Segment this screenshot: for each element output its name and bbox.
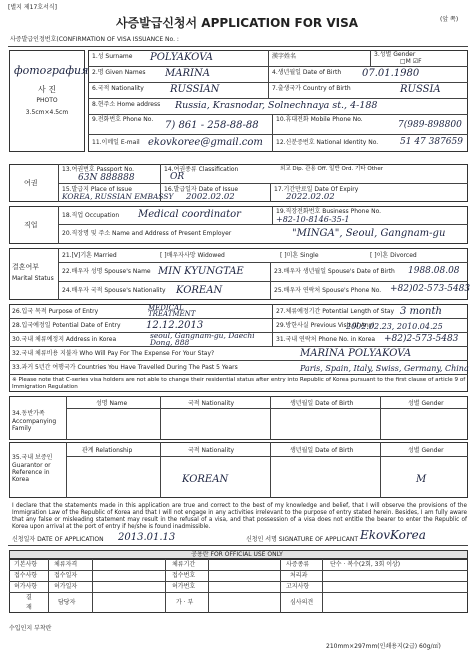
official-r1-c6: 사증종류 (286, 561, 310, 568)
employer-value: "MINGA", Seoul, Gangnam-gu (292, 228, 446, 239)
phone-label: 9.전화번호 Phone No. (92, 116, 154, 123)
gender-options[interactable]: □M ☑F (400, 58, 422, 65)
official-r4-c4: 가 · 부 (176, 599, 194, 606)
hanja-name-label: 漢字姓名 (272, 53, 297, 60)
spouse-nationality-label: 24.배우자 국적 Spouse's Nationality (62, 287, 166, 294)
place-of-issue-label: 15.발급지 Place of Issue (62, 186, 132, 193)
photo-label-ko: 사 진 (38, 85, 56, 94)
date-of-issue-label: 16.발급일자 Date of Issue (164, 186, 239, 193)
country-of-birth-label: 7.출생국가 Country of Birth (272, 85, 351, 92)
entry-date-value: 12.12.2013 (146, 320, 204, 331)
spouse-name-label: 22.배우자 성명 Spouse's Name (62, 268, 151, 275)
official-r3-c1: 허가사항 (14, 583, 38, 590)
official-use-title: 공용란 FOR OFFICIAL USE ONLY (191, 551, 283, 558)
official-r2-c4: 접수번호 (172, 572, 196, 579)
family-nationality-header: 국적 Nationality (188, 400, 235, 407)
official-r4-c1: 결 (26, 594, 32, 601)
married-checkbox[interactable]: 21.[V]기혼 Married (62, 252, 117, 259)
spouse-nationality-value: KOREAN (176, 285, 223, 296)
marital-section-label: 결혼여부 (12, 263, 40, 271)
passport-no-value: 63N 888888 (78, 173, 135, 183)
applicant-signature: EkovKorea (360, 528, 426, 542)
guarantor-label-en: Guarantor or Reference in Korea (12, 462, 51, 483)
place-of-issue-value: KOREA, RUSSIAN EMBASSY (62, 192, 174, 201)
single-checkbox[interactable]: [ ]미혼 Single (280, 252, 319, 259)
previous-visit-value: 2002.02.23, 2010.04.25 (346, 322, 443, 331)
revenue-stamp-area: 수입인지 부착란 (9, 625, 52, 632)
photo-box (9, 50, 89, 152)
official-r3-c2: 허가일자 (54, 583, 78, 590)
official-r1-c2: 체류자격 (54, 561, 78, 568)
spouse-phone-label: 25.배우자 연락처 Spouse's Phone No. (274, 287, 382, 294)
spouse-dob-label: 23.배우자 생년월일 Spouse's Date of Birth (274, 268, 395, 275)
family-name-header: 성명 Name (96, 400, 128, 407)
application-date-value: 2013.01.13 (118, 532, 176, 543)
paper-spec-footer: 210mm×297mm(인쇄용지(2급) 60g/㎡) (326, 643, 441, 650)
home-address-value: Russia, Krasnodar, Solnechnaya st., 4-188 (175, 100, 378, 111)
travel-history-label: 33.과거 5년간 여행국가 Countries You Have Travelled During The Past 5 Years (12, 364, 238, 371)
official-r1-c4: 체류기간 (172, 561, 196, 568)
email-label: 11.이메일 E-mail (92, 139, 140, 146)
length-of-stay-label: 27.체류예정기간 Potential Length of Stay (276, 308, 395, 315)
korea-phone-value: +82)2-573-5483 (384, 334, 459, 344)
business-phone-value: +82-10-8146-35-1 (276, 215, 350, 224)
spouse-name-value: MIN KYUNGTAE (158, 266, 244, 277)
confirmation-label: 사증발급인정번호(CONFIRMATION OF VISA ISSUANCE No. : (10, 36, 179, 43)
official-r1-c7: 단수 · 복수(2회, 3회 이상) (330, 561, 401, 568)
gender-label: 3.성별 Gender (374, 51, 416, 58)
national-id-label: 12.신분증번호 National Identity No. (276, 139, 379, 146)
spouse-dob-value: 1988.08.08 (408, 266, 460, 276)
page-side: (앞 쪽) (440, 16, 459, 23)
occupation-section-label: 직업 (24, 221, 38, 229)
family-label-ko: 34.동반가족 (12, 410, 45, 417)
signature-label: 신청인 서명 SIGNATURE OF APPLICANT (246, 536, 359, 543)
guarantor-nationality-value: KOREAN (182, 474, 229, 485)
korea-phone-label: 31.국내 연락처 Phone No. in Korea (276, 336, 376, 343)
date-of-issue-value: 2002.02.02 (186, 192, 235, 202)
guarantor-label-ko: 35.국내 보증인 (12, 454, 53, 461)
home-address-label: 8.현주소 Home address (92, 101, 161, 108)
dob-label: 4.생년월일 Date of Birth (272, 69, 342, 76)
official-r4-c6: 심사의견 (290, 599, 314, 606)
payer-label: 32.국내 체류비용 지불자 Who Will Pay For The Expense For Your Stay? (12, 350, 215, 357)
photo-size: 3.5cm×4.5cm (25, 109, 69, 116)
official-r4-c2: 담당자 (58, 599, 76, 606)
guarantor-relationship-header: 관계 Relationship (82, 447, 133, 454)
korea-address-label: 30.국내 체류예정지 Address in Korea (12, 336, 117, 343)
purpose-label: 26.입국 목적 Purpose of Entry (12, 308, 99, 315)
occupation-label: 18.직업 Occupation (62, 212, 120, 219)
mobile-label: 10.휴대전화 Mobile Phone No. (276, 116, 363, 123)
phone-value: 7) 861 - 258-88-88 (165, 120, 259, 131)
nationality-value: RUSSIAN (170, 84, 220, 95)
official-r3-c6: 고지사항 (286, 583, 310, 590)
surname-value: POLYAKOVA (150, 52, 213, 63)
official-r2-c1: 접수사항 (14, 572, 38, 579)
employer-label: 20.직장명 및 주소 Name and Address of Present Employer (62, 230, 232, 237)
photo-handwriting: фотография (14, 64, 89, 77)
expiry-label: 17.기간만료일 Date Of Expiry (274, 186, 359, 193)
form-number: [별지 제17호서식] (8, 4, 57, 11)
form-title: 사증발급신청서 APPLICATION FOR VISA (115, 16, 359, 30)
application-date-label: 신청일자 DATE OF APPLICATION (12, 536, 104, 543)
travel-history-value: Paris, Spain, Italy, Swiss, Germany, China (300, 364, 469, 373)
family-label-en: Accompanying Family (12, 418, 57, 432)
passport-section-label: 여권 (24, 179, 38, 187)
declaration-text: I declare that the statements made in this application are true and correct to the best of my knowledge and belief, that I will observe the provisions of the Immigration Law of the Republic of Korea and that I will not engage in any activities irrelevant to the purpose of entry stated herein. Besides, I am fully aware that any false or misleading statement may result in the refusal of a visa, and that possession of a visa does not entitle the bearer to enter the Republic of Korea upon arrival at the port of entry if he/she is found inadmissible. (12, 503, 467, 530)
given-names-value: MARINA (165, 68, 210, 79)
dob-value: 07.01.1980 (362, 68, 420, 79)
official-r3-c4: 허가번호 (172, 583, 196, 590)
passport-no-label: 13.여권번호 Passport No. (62, 166, 135, 173)
guarantor-gender-value: M (416, 474, 427, 485)
purpose-value: MEDICAL TREATMENT (148, 304, 196, 318)
expiry-value: 2022.02.02 (286, 192, 335, 202)
payer-value: MARINA POLYAKOVA (300, 348, 412, 359)
business-phone-label: 19.직장전화번호 Business Phone No. (276, 208, 382, 215)
korea-address-value: seoul, Gangnam-gu, Daechi Dong, 888 (150, 331, 255, 347)
surname-label: 1.성 Surname (92, 53, 133, 60)
photo-label-en: PHOTO (36, 97, 58, 104)
widowed-checkbox[interactable]: [ ]배우자사망 Widowed (160, 252, 225, 259)
mobile-value: 7(989-898800 (398, 120, 462, 130)
guarantor-section (9, 442, 468, 498)
occupation-value: Medical coordinator (138, 209, 241, 220)
guarantor-dob-header: 생년월일 Date of Birth (290, 447, 354, 454)
nationality-label: 6.국적 Nationality (92, 85, 144, 92)
passport-class-label: 14.여권종류 Classification (164, 166, 239, 173)
passport-class-value: OR (170, 172, 185, 182)
official-r2-c6: 처리과 (290, 572, 308, 579)
spouse-phone-value: +82)02-573-5483 (390, 284, 471, 294)
family-gender-header: 성별 Gender (408, 400, 444, 407)
c-series-notice: ※ Please note that C-series visa holders are not able to change their residential status after entry into Republic of Korea pursuant to the first clause of article 9 of Immigration Regulation (12, 377, 466, 390)
email-value: ekovkoree@gmail.com (148, 137, 263, 148)
passport-class-options[interactable]: 외교 Dip. 관용 Off. 일반 Ord. 기타 Other (280, 166, 383, 172)
official-r4-c1b: 재 (26, 604, 32, 611)
official-r2-c2: 접수일자 (54, 572, 78, 579)
family-dob-header: 생년월일 Date of Birth (290, 400, 354, 407)
accompanying-family-section (9, 396, 468, 440)
given-names-label: 2.명 Given Names (92, 69, 146, 76)
previous-visit-label: 29.방한사실 Previous Visit (If Any) (276, 322, 375, 329)
guarantor-nationality-header: 국적 Nationality (188, 447, 235, 454)
divorced-checkbox[interactable]: [ ]이혼 Divorced (370, 252, 417, 259)
length-of-stay-value: 3 month (400, 306, 442, 317)
official-r1-c1: 기본사항 (14, 561, 38, 568)
guarantor-gender-header: 성별 Gender (408, 447, 444, 454)
marital-section-label-en: Marital Status (12, 275, 54, 282)
national-id-value: 51 47 387659 (400, 137, 463, 147)
country-of-birth-value: RUSSIA (400, 84, 441, 95)
entry-date-label: 28.입국예정일 Potential Date of Entry (12, 322, 121, 329)
